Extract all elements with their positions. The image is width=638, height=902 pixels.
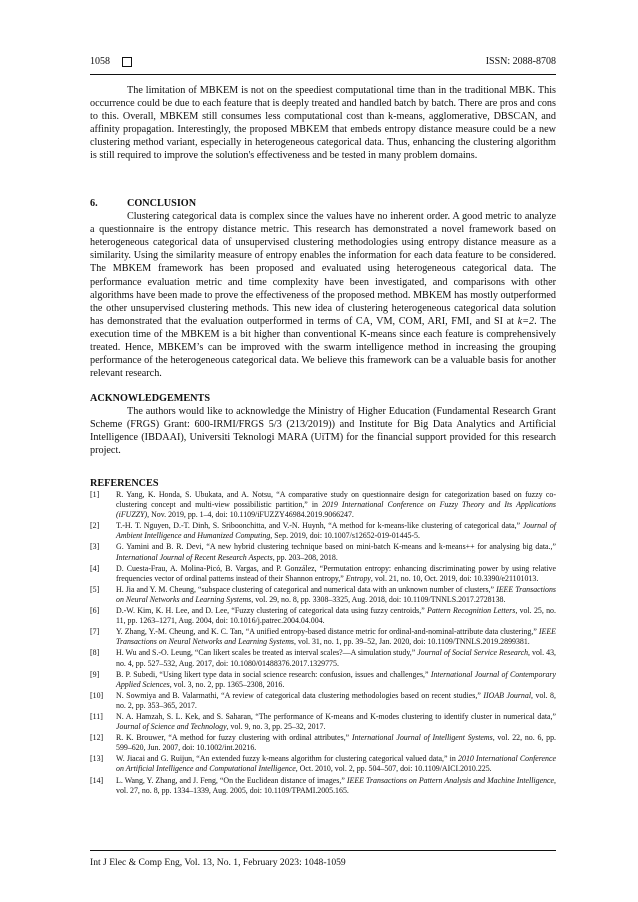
footer-rule: [90, 850, 556, 851]
reference-authors-title: H. Jia and Y. M. Cheung, “subspace clustering of categorical and numerical data with an unknown number of clusters,”: [116, 584, 497, 594]
reference-authors-title: D.-W. Kim, K. H. Lee, and D. Lee, “Fuzzy clustering of categorical data using fuzzy centroids,”: [116, 606, 428, 616]
reference-number: [6]: [90, 606, 100, 616]
header-rule: [90, 74, 556, 75]
reference-details: , Nov. 2019, pp. 1–4, doi: 10.1109/iFUZZY46984.2019.9066247.: [147, 510, 354, 520]
reference-details: , vol. 3, no. 2, pp. 1365–2308, 2016.: [169, 679, 285, 689]
references-heading: REFERENCES: [90, 478, 159, 489]
references-list: [90, 490, 556, 797]
page-footer: Int J Elec & Comp Eng, Vol. 13, No. 1, February 2023: 1048-1059: [90, 857, 346, 868]
reference-authors-title: N. A. Hamzah, S. L. Kek, and S. Saharan, “The performance of K-means and K-modes clustering to identify cluster in numerical data,”: [116, 711, 556, 721]
reference-number: [4]: [90, 563, 100, 573]
reference-details: , vol. 27, no. 8, pp. 1334–1339, Aug. 2005, doi: 10.1109/TPAMI.2005.165.: [116, 775, 556, 795]
reference-details: , vol. 31, no. 1, pp. 39–52, Jan. 2020, doi: 10.1109/TNNLS.2019.2899381.: [294, 637, 530, 647]
reference-details: , vol. 22, no. 6, pp. 599–620, Jun. 2007, doi: 10.1002/int.20216.: [116, 733, 556, 753]
reference-authors-title: N. Sowmiya and B. Valarmathi, “A review of categorical data clustering methodologies based on recent studies,”: [116, 690, 484, 700]
reference-item: [90, 606, 556, 626]
reference-authors-title: T.-H. T. Nguyen, D.-T. Dinh, S. Sriboonchitta, and V.-N. Huynh, “A method for k-means-like clustering of categorical data,”: [116, 521, 523, 531]
reference-number: [14]: [90, 775, 104, 785]
reference-item: [90, 542, 556, 562]
reference-authors-title: H. Wu and S.-O. Leung, “Can likert scales be treated as interval scales?—A simulation study,”: [116, 648, 418, 658]
reference-number: [9]: [90, 669, 100, 679]
reference-venue: IEEE Transactions on Pattern Analysis and Machine Intelligence: [346, 775, 555, 785]
reference-venue: International Journal of Intelligent Systems: [351, 733, 493, 743]
reference-authors-title: W. Jiacai and G. Ruijun, “An extended fuzzy k-means algorithm for clustering categorical valued data,” in: [116, 754, 459, 764]
intro-paragraph: The limitation of MBKEM is not on the speediest computational time than in the traditional MBK. This occurrence could be due to each feature that is deeply treated and handled batch by batch. There are pros and cons to this. Overall, MBKEM still consumes less computational cost than k-means, agglomerative, DBSCAN, and affinity propagation. Interestingly, the proposed MBKEM that embeds entropy distance measure could be a new clustering method variant, especially in heterogeneous categorical data. Thus, enhancing the clustering algorithm is still required to improve the solution's effectiveness and be tested in many problem domains.: [90, 85, 556, 162]
references-heading-block: [90, 477, 556, 490]
acknowledgements-paragraph: The authors would like to acknowledge the Ministry of Higher Education (Fundamental Research Grant Scheme (FRGS) Grant: 600-IRMI/FRGS 5/3 (213/2019)) and Institute for Big Data Analytics and Artificial Intelligence (IBDAAI), Universiti Teknologi MARA (UiTM) for the financial support provided for this research project.: [90, 406, 556, 457]
reference-number: [3]: [90, 542, 100, 552]
reference-item: [90, 712, 556, 732]
reference-venue: Journal of Ambient Intelligence and Humanized Computing: [116, 521, 556, 541]
conclusion-paragraph: [90, 210, 556, 380]
reference-venue: Journal of Social Service Research: [417, 648, 529, 658]
reference-item: [90, 521, 556, 541]
reference-details: , vol. 21, no. 10, Oct. 2019, doi: 10.3390/e21101013.: [370, 573, 539, 583]
conclusion-number: 6.: [90, 198, 98, 209]
page-number: 1058: [90, 56, 110, 67]
reference-venue: IEEE Transactions on Neural Networks and Learning Systems: [116, 627, 556, 647]
reference-details: , Sep. 2019, doi: 10.1007/s12652-019-01445-5.: [270, 531, 420, 541]
page-header: [90, 56, 556, 72]
reference-item: [90, 754, 556, 774]
reference-venue: 2019 International Conference on Fuzzy Theory and Its Applications (iFUZZY): [116, 500, 556, 520]
reference-venue: International Journal of Contemporary Applied Sciences: [116, 669, 556, 689]
reference-venue: International Journal of Recent Research Aspects: [116, 552, 273, 562]
reference-details: , vol. 8, no. 2, pp. 353–365, 2017.: [116, 690, 556, 710]
reference-details: , vol. 43, no. 4, pp. 527–532, Aug. 2017, doi: 10.1080/01488376.2017.1329775.: [116, 648, 556, 668]
reference-item: [90, 490, 556, 520]
checkbox-square-icon: [122, 57, 132, 67]
conclusion-title: CONCLUSION: [127, 198, 197, 209]
reference-number: [13]: [90, 754, 104, 764]
reference-number: [7]: [90, 627, 100, 637]
conclusion-section: [90, 197, 556, 380]
reference-details: , vol. 29, no. 8, pp. 3308–3325, Aug. 2018, doi: 10.1109/TNNLS.2017.2728138.: [251, 594, 506, 604]
intro-section: [90, 84, 556, 163]
conclusion-heading: [90, 197, 556, 210]
reference-venue: 2010 International Conference on Artificial Intelligence and Computational Intelligence: [116, 754, 556, 774]
reference-item: [90, 733, 556, 753]
reference-authors-title: R. K. Brouwer, “A method for fuzzy clustering with ordinal attributes,”: [116, 733, 352, 743]
reference-item: [90, 776, 556, 796]
reference-details: , Oct. 2010, vol. 2, pp. 504–507, doi: 10.1109/AICI.2010.225.: [295, 764, 492, 774]
reference-venue: Journal of Science and Technology: [116, 722, 227, 732]
reference-authors-title: Y. Zhang, Y.-M. Cheung, and K. C. Tan, “A unified entropy-based distance metric for ordinal-and-nominal-attribute data clustering,”: [116, 627, 539, 637]
reference-item: [90, 648, 556, 668]
reference-item: [90, 627, 556, 647]
reference-details: , vol. 9, no. 3, pp. 25–32, 2017.: [226, 722, 326, 732]
reference-venue: IEEE Transactions on Neural Networks and Learning Systems: [116, 584, 556, 604]
reference-number: [11]: [90, 711, 103, 721]
reference-authors-title: L. Wang, Y. Zhang, and J. Feng, “On the Euclidean distance of images,”: [116, 775, 347, 785]
reference-item: [90, 670, 556, 690]
reference-item: [90, 585, 556, 605]
conclusion-k-value: k=2: [517, 315, 535, 327]
reference-authors-title: R. Yang, K. Honda, S. Ubukata, and A. Notsu, “A comparative study on questionnaire design for categorization based on fuzzy co-clustering concept and multi-view possibilistic partition,” in: [116, 490, 556, 510]
reference-item: [90, 691, 556, 711]
reference-number: [2]: [90, 521, 100, 531]
reference-number: [5]: [90, 584, 100, 594]
reference-venue: Pattern Recognition Letters: [427, 606, 516, 616]
reference-authors-title: D. Cuesta-Frau, A. Molina-Picó, B. Vargas, and P. González, “Permutation entropy: enhancing discriminating power by using relative frequencies vector of ordinal patterns instead of their Shannon entropy,”: [116, 563, 556, 583]
reference-details: , pp. 203–208, 2018.: [272, 552, 338, 562]
reference-authors-title: G. Yamini and B. R. Devi, “A new hybrid clustering technique based on mini-batch K-means and k-means++ for analysing big data.,”: [116, 542, 556, 552]
acknowledgements-heading: ACKNOWLEDGEMENTS: [90, 393, 211, 404]
reference-authors-title: B. P. Subedi, “Using likert type data in social science research: confusion, issues and challenges,”: [116, 669, 431, 679]
reference-venue: Entropy: [345, 573, 371, 583]
conclusion-text-b: . The execution time of the MBKEM is a bit higher than conventional K-means since each feature is comprehensively treated. Hence, MBKEM’s can be improved with the swarm intelligence method in increasing the grouping performance of the heterogeneous categorical data. We believe this framework can be a valuable basis for another relevant research.: [90, 315, 557, 380]
reference-number: [12]: [90, 733, 104, 743]
reference-number: [10]: [90, 690, 104, 700]
reference-number: [8]: [90, 648, 100, 658]
conclusion-text-a: Clustering categorical data is complex since the values have no inherent order. A good metric to analyze a questionnaire is the entropy distance metric. This research has demonstrated a novel framework based on heterogeneous categorical data of unsupervised clustering methodologies using entropy distance measure as a similarity. Using the similarity measure of entropy enables the information for each data feature to be considered. The MBKEM framework has been proposed and evaluated using heterogeneous categorical data. The performance evaluation metric and time complexity have been investigated, and comparisons with other algorithms have been made to prove the effectiveness of the proposed method. MBKEM has mostly outperformed the other unsupervised clustering methods. This new idea of clustering heterogeneous categorical data solution has demonstrated that the evaluation outperformed in terms of CA, VM, COM, ARI, FMI, and SI at: [90, 211, 556, 327]
reference-number: [1]: [90, 490, 100, 499]
reference-item: [90, 564, 556, 584]
reference-details: , vol. 25, no. 11, pp. 1263–1271, Aug. 2004, doi: 10.1016/j.patrec.2004.04.004.: [116, 606, 556, 626]
issn-label: ISSN: 2088-8708: [485, 56, 556, 67]
acknowledgements-section: [90, 392, 556, 457]
reference-venue: IIOAB Journal: [483, 690, 532, 700]
